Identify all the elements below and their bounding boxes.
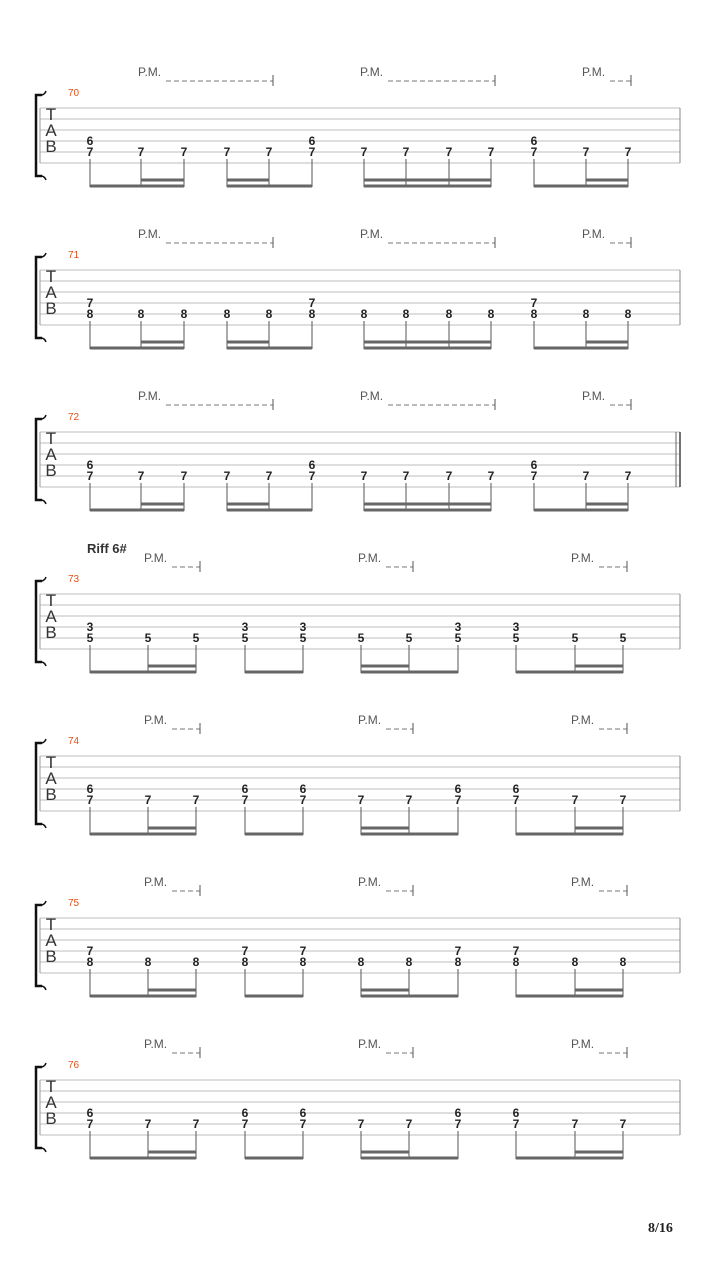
palm-mute-label: P.M. (144, 875, 168, 889)
fret-number: 7 (530, 145, 538, 159)
fret-number: 6 (512, 1106, 520, 1120)
fret-number: 6 (86, 134, 94, 148)
bracket-hook (42, 824, 46, 828)
palm-mute-label: P.M. (358, 875, 382, 889)
fret-number: 3 (454, 620, 462, 634)
measure-number: 76 (68, 1060, 80, 1071)
fret-number: 5 (619, 631, 627, 645)
fret-number: 6 (86, 458, 94, 472)
fret-number: 7 (308, 296, 316, 310)
fret-number: 8 (137, 307, 145, 321)
measure-number: 71 (68, 250, 80, 261)
palm-mute-label: P.M. (358, 551, 382, 565)
system-bracket (36, 1067, 42, 1148)
palm-mute-label: P.M. (571, 1037, 595, 1051)
fret-number: 6 (308, 134, 316, 148)
fret-number: 7 (144, 1117, 152, 1131)
fret-number: 7 (454, 944, 462, 958)
fret-number: 8 (86, 307, 94, 321)
fret-number: 7 (223, 145, 231, 159)
fret-number: 7 (137, 469, 145, 483)
fret-number: 8 (512, 955, 520, 969)
fret-number: 8 (582, 307, 590, 321)
fret-number: 7 (582, 469, 590, 483)
fret-number: 7 (308, 145, 316, 159)
palm-mute-label: P.M. (144, 1037, 168, 1051)
fret-number: 7 (487, 469, 495, 483)
fret-number: 7 (144, 793, 152, 807)
system-bracket (36, 905, 42, 986)
fret-number: 8 (241, 955, 249, 969)
tab-clef-letter: T (45, 429, 57, 448)
fret-number: 8 (487, 307, 495, 321)
fret-number: 5 (405, 631, 413, 645)
measure-number: 74 (68, 736, 80, 747)
palm-mute-label: P.M. (360, 227, 384, 241)
fret-number: 7 (86, 793, 94, 807)
fret-number: 8 (402, 307, 410, 321)
fret-number: 6 (86, 782, 94, 796)
fret-number: 8 (86, 955, 94, 969)
fret-number: 6 (530, 458, 538, 472)
fret-number: 7 (360, 469, 368, 483)
palm-mute-label: P.M. (582, 389, 606, 403)
tab-clef-letter: B (45, 299, 57, 318)
fret-number: 7 (624, 145, 632, 159)
fret-number: 7 (512, 944, 520, 958)
system-bracket (36, 419, 42, 500)
system-bracket (36, 743, 42, 824)
tab-clef-letter: A (45, 445, 57, 464)
palm-mute-label: P.M. (138, 389, 162, 403)
fret-number: 7 (582, 145, 590, 159)
bracket-hook (42, 91, 46, 95)
palm-mute-label: P.M. (358, 1037, 382, 1051)
fret-number: 8 (144, 955, 152, 969)
fret-number: 7 (241, 1117, 249, 1131)
fret-number: 7 (571, 793, 579, 807)
measure-number: 72 (68, 412, 80, 423)
fret-number: 3 (86, 620, 94, 634)
fret-number: 7 (299, 1117, 307, 1131)
fret-number: 3 (512, 620, 520, 634)
fret-number: 6 (86, 1106, 94, 1120)
fret-number: 7 (265, 145, 273, 159)
fret-number: 7 (402, 469, 410, 483)
fret-number: 8 (624, 307, 632, 321)
fret-number: 6 (299, 782, 307, 796)
fret-number: 7 (530, 469, 538, 483)
measure-number: 70 (68, 88, 80, 99)
palm-mute-label: P.M. (571, 713, 595, 727)
tab-clef-letter: A (45, 121, 57, 140)
fret-number: 7 (512, 1117, 520, 1131)
fret-number: 7 (308, 469, 316, 483)
fret-number: 5 (241, 631, 249, 645)
fret-number: 7 (405, 793, 413, 807)
fret-number: 7 (180, 145, 188, 159)
bracket-hook (42, 176, 46, 180)
fret-number: 7 (571, 1117, 579, 1131)
system-bracket (36, 581, 42, 662)
fret-number: 8 (619, 955, 627, 969)
fret-number: 7 (86, 296, 94, 310)
fret-number: 7 (360, 145, 368, 159)
palm-mute-label: P.M. (360, 65, 384, 79)
tab-clef-letter: B (45, 137, 57, 156)
fret-number: 7 (619, 1117, 627, 1131)
system-bracket (36, 95, 42, 176)
fret-number: 8 (192, 955, 200, 969)
fret-number: 7 (265, 469, 273, 483)
fret-number: 5 (571, 631, 579, 645)
fret-number: 8 (308, 307, 316, 321)
fret-number: 8 (223, 307, 231, 321)
palm-mute-label: P.M. (138, 227, 162, 241)
fret-number: 8 (405, 955, 413, 969)
fret-number: 7 (299, 793, 307, 807)
tab-clef-letter: A (45, 769, 57, 788)
fret-number: 7 (192, 1117, 200, 1131)
bracket-hook (42, 500, 46, 504)
fret-number: 7 (405, 1117, 413, 1131)
tab-clef-letter: T (45, 753, 57, 772)
fret-number: 7 (487, 145, 495, 159)
fret-number: 7 (357, 793, 365, 807)
tab-clef-letter: T (45, 267, 57, 286)
palm-mute-label: P.M. (571, 551, 595, 565)
fret-number: 7 (454, 793, 462, 807)
fret-number: 8 (299, 955, 307, 969)
fret-number: 3 (241, 620, 249, 634)
tab-clef-letter: T (45, 105, 57, 124)
page-number: 8/16 (648, 1221, 673, 1236)
palm-mute-label: P.M. (138, 65, 162, 79)
palm-mute-label: P.M. (571, 875, 595, 889)
bracket-hook (42, 577, 46, 581)
fret-number: 6 (530, 134, 538, 148)
fret-number: 7 (137, 145, 145, 159)
palm-mute-label: P.M. (582, 65, 606, 79)
bracket-hook (42, 739, 46, 743)
fret-number: 5 (86, 631, 94, 645)
fret-number: 7 (445, 469, 453, 483)
fret-number: 7 (454, 1117, 462, 1131)
bracket-hook (42, 1063, 46, 1067)
fret-number: 8 (265, 307, 273, 321)
fret-number: 6 (241, 782, 249, 796)
fret-number: 7 (241, 944, 249, 958)
system-bracket (36, 257, 42, 338)
fret-number: 5 (357, 631, 365, 645)
fret-number: 7 (86, 469, 94, 483)
palm-mute-label: P.M. (144, 713, 168, 727)
fret-number: 7 (299, 944, 307, 958)
fret-number: 7 (357, 1117, 365, 1131)
fret-number: 5 (299, 631, 307, 645)
bracket-hook (42, 1148, 46, 1152)
fret-number: 7 (619, 793, 627, 807)
fret-number: 5 (454, 631, 462, 645)
fret-number: 7 (86, 944, 94, 958)
palm-mute-label: P.M. (582, 227, 606, 241)
fret-number: 7 (223, 469, 231, 483)
fret-number: 7 (192, 793, 200, 807)
fret-number: 5 (192, 631, 200, 645)
bracket-hook (42, 901, 46, 905)
fret-number: 7 (445, 145, 453, 159)
fret-number: 5 (512, 631, 520, 645)
tab-clef-letter: T (45, 591, 57, 610)
fret-number: 8 (360, 307, 368, 321)
tab-clef-letter: A (45, 283, 57, 302)
tab-clef-letter: T (45, 1077, 57, 1096)
fret-number: 7 (402, 145, 410, 159)
fret-number: 7 (86, 1117, 94, 1131)
fret-number: 7 (241, 793, 249, 807)
palm-mute-label: P.M. (144, 551, 168, 565)
palm-mute-label: P.M. (360, 389, 384, 403)
bracket-hook (42, 986, 46, 990)
bracket-hook (42, 415, 46, 419)
fret-number: 6 (512, 782, 520, 796)
section-label: Riff 6# (87, 541, 127, 556)
fret-number: 7 (180, 469, 188, 483)
fret-number: 6 (308, 458, 316, 472)
fret-number: 6 (454, 782, 462, 796)
palm-mute-label: P.M. (358, 713, 382, 727)
tab-clef-letter: B (45, 785, 57, 804)
fret-number: 8 (180, 307, 188, 321)
tab-clef-letter: B (45, 1109, 57, 1128)
fret-number: 6 (299, 1106, 307, 1120)
tab-clef-letter: T (45, 915, 57, 934)
tab-clef-letter: A (45, 607, 57, 626)
fret-number: 8 (357, 955, 365, 969)
fret-number: 6 (241, 1106, 249, 1120)
tab-clef-letter: B (45, 461, 57, 480)
measure-number: 75 (68, 898, 80, 909)
tab-clef-letter: B (45, 947, 57, 966)
tab-clef-letter: B (45, 623, 57, 642)
fret-number: 7 (86, 145, 94, 159)
fret-number: 3 (299, 620, 307, 634)
fret-number: 7 (530, 296, 538, 310)
fret-number: 8 (454, 955, 462, 969)
fret-number: 7 (624, 469, 632, 483)
bracket-hook (42, 338, 46, 342)
fret-number: 8 (445, 307, 453, 321)
fret-number: 5 (144, 631, 152, 645)
bracket-hook (42, 253, 46, 257)
fret-number: 8 (571, 955, 579, 969)
fret-number: 7 (512, 793, 520, 807)
fret-number: 8 (530, 307, 538, 321)
tab-clef-letter: A (45, 1093, 57, 1112)
measure-number: 73 (68, 574, 80, 585)
fret-number: 6 (454, 1106, 462, 1120)
bracket-hook (42, 662, 46, 666)
tab-clef-letter: A (45, 931, 57, 950)
